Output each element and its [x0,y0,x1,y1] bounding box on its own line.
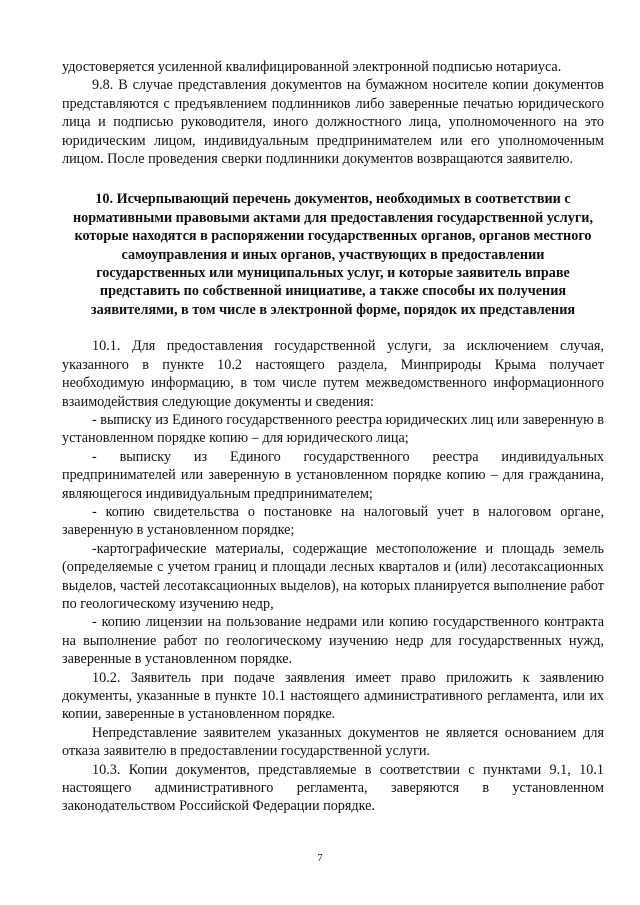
paragraph-10-3: 10.3. Копии документов, представляемые в соответствии с пунктами 9.1, 10.1 настоящего административного регламента, заверяются в установленном законодательством Российской Федерации порядке. [62,761,604,815]
list-item-tax-certificate: - копию свидетельства о постановке на налоговый учет в налоговом органе, заверенную в установленном порядке; [62,503,604,539]
list-item-egrip: - выписку из Единого государственного реестра индивидуальных предпринимателей или заверенную в установленном порядке копию – для гражданина, являющегося индивидуальным предпринимателем; [62,448,604,502]
list-item-license-copy: - копию лицензии на пользование недрами или копию государственного контракта на выполнение работ по геологическому изучению недр для государственных нужд, заверенные в установленном порядке. [62,614,604,668]
paragraph-continuation: удостоверяется усиленной квалифицированной электронной подписью нотариуса. [62,59,562,75]
paragraph-non-submission: Непредставление заявителем указанных документов не является основанием для отказа заявителю в предоставлении государственной услуги. [62,724,604,760]
section-heading-10: 10. Исчерпывающий перечень документов, необходимых в соответствии с нормативными правовыми актами для предоставления государственной услуги, которые находятся в распоряжении государственных органов, органов местного самоуправления и иных органов, участвующих в предоставлении государственных или муниципальных услуг, и которые заявитель вправе представить по собственной инициативе, а также способы их получения заявителями, в том числе в электронной форме, порядок их представления [72,191,593,318]
page-number: 7 [317,852,323,864]
document-body [62,58,604,816]
paragraph-10-1: 10.1. Для предоставления государственной услуги, за исключением случая, указанного в пункте 10.2 настоящего раздела, Минприроды Крыма получает необходимую информацию, в том числе путем межведомственного информационного взаимодействия следующие документы и сведения: [62,338,604,410]
paragraph-9-8: 9.8. В случае представления документов на бумажном носителе копии документов представляются с предъявлением подлинников либо заверенные печатью юридического лица и подписью руководителя, иного должностного лица, уполномоченного на это юридическим лицом, индивидуальным предпринимателем или его уполномоченным лицом. После проведения сверки подлинники документов возвращаются заявителю. [62,77,604,168]
list-item-cartographic-materials: -картографические материалы, содержащие местоположение и площадь земель (определяемые с учетом границ и площади лесных кварталов и (или) лесотаксационных выделов, частей лесотаксационных выделов), на которых планируется выполнение работ по геологическому изучению недр, [62,540,604,612]
paragraph-10-2: 10.2. Заявитель при подаче заявления имеет право приложить к заявлению документы, указанные в пункте 10.1 настоящего административного регламента, или их копии, заверенные в установленном порядке. [62,669,604,723]
list-item-egrul: - выписку из Единого государственного реестра юридических лиц или заверенную в установленном порядке копию – для юридического лица; [62,411,604,447]
